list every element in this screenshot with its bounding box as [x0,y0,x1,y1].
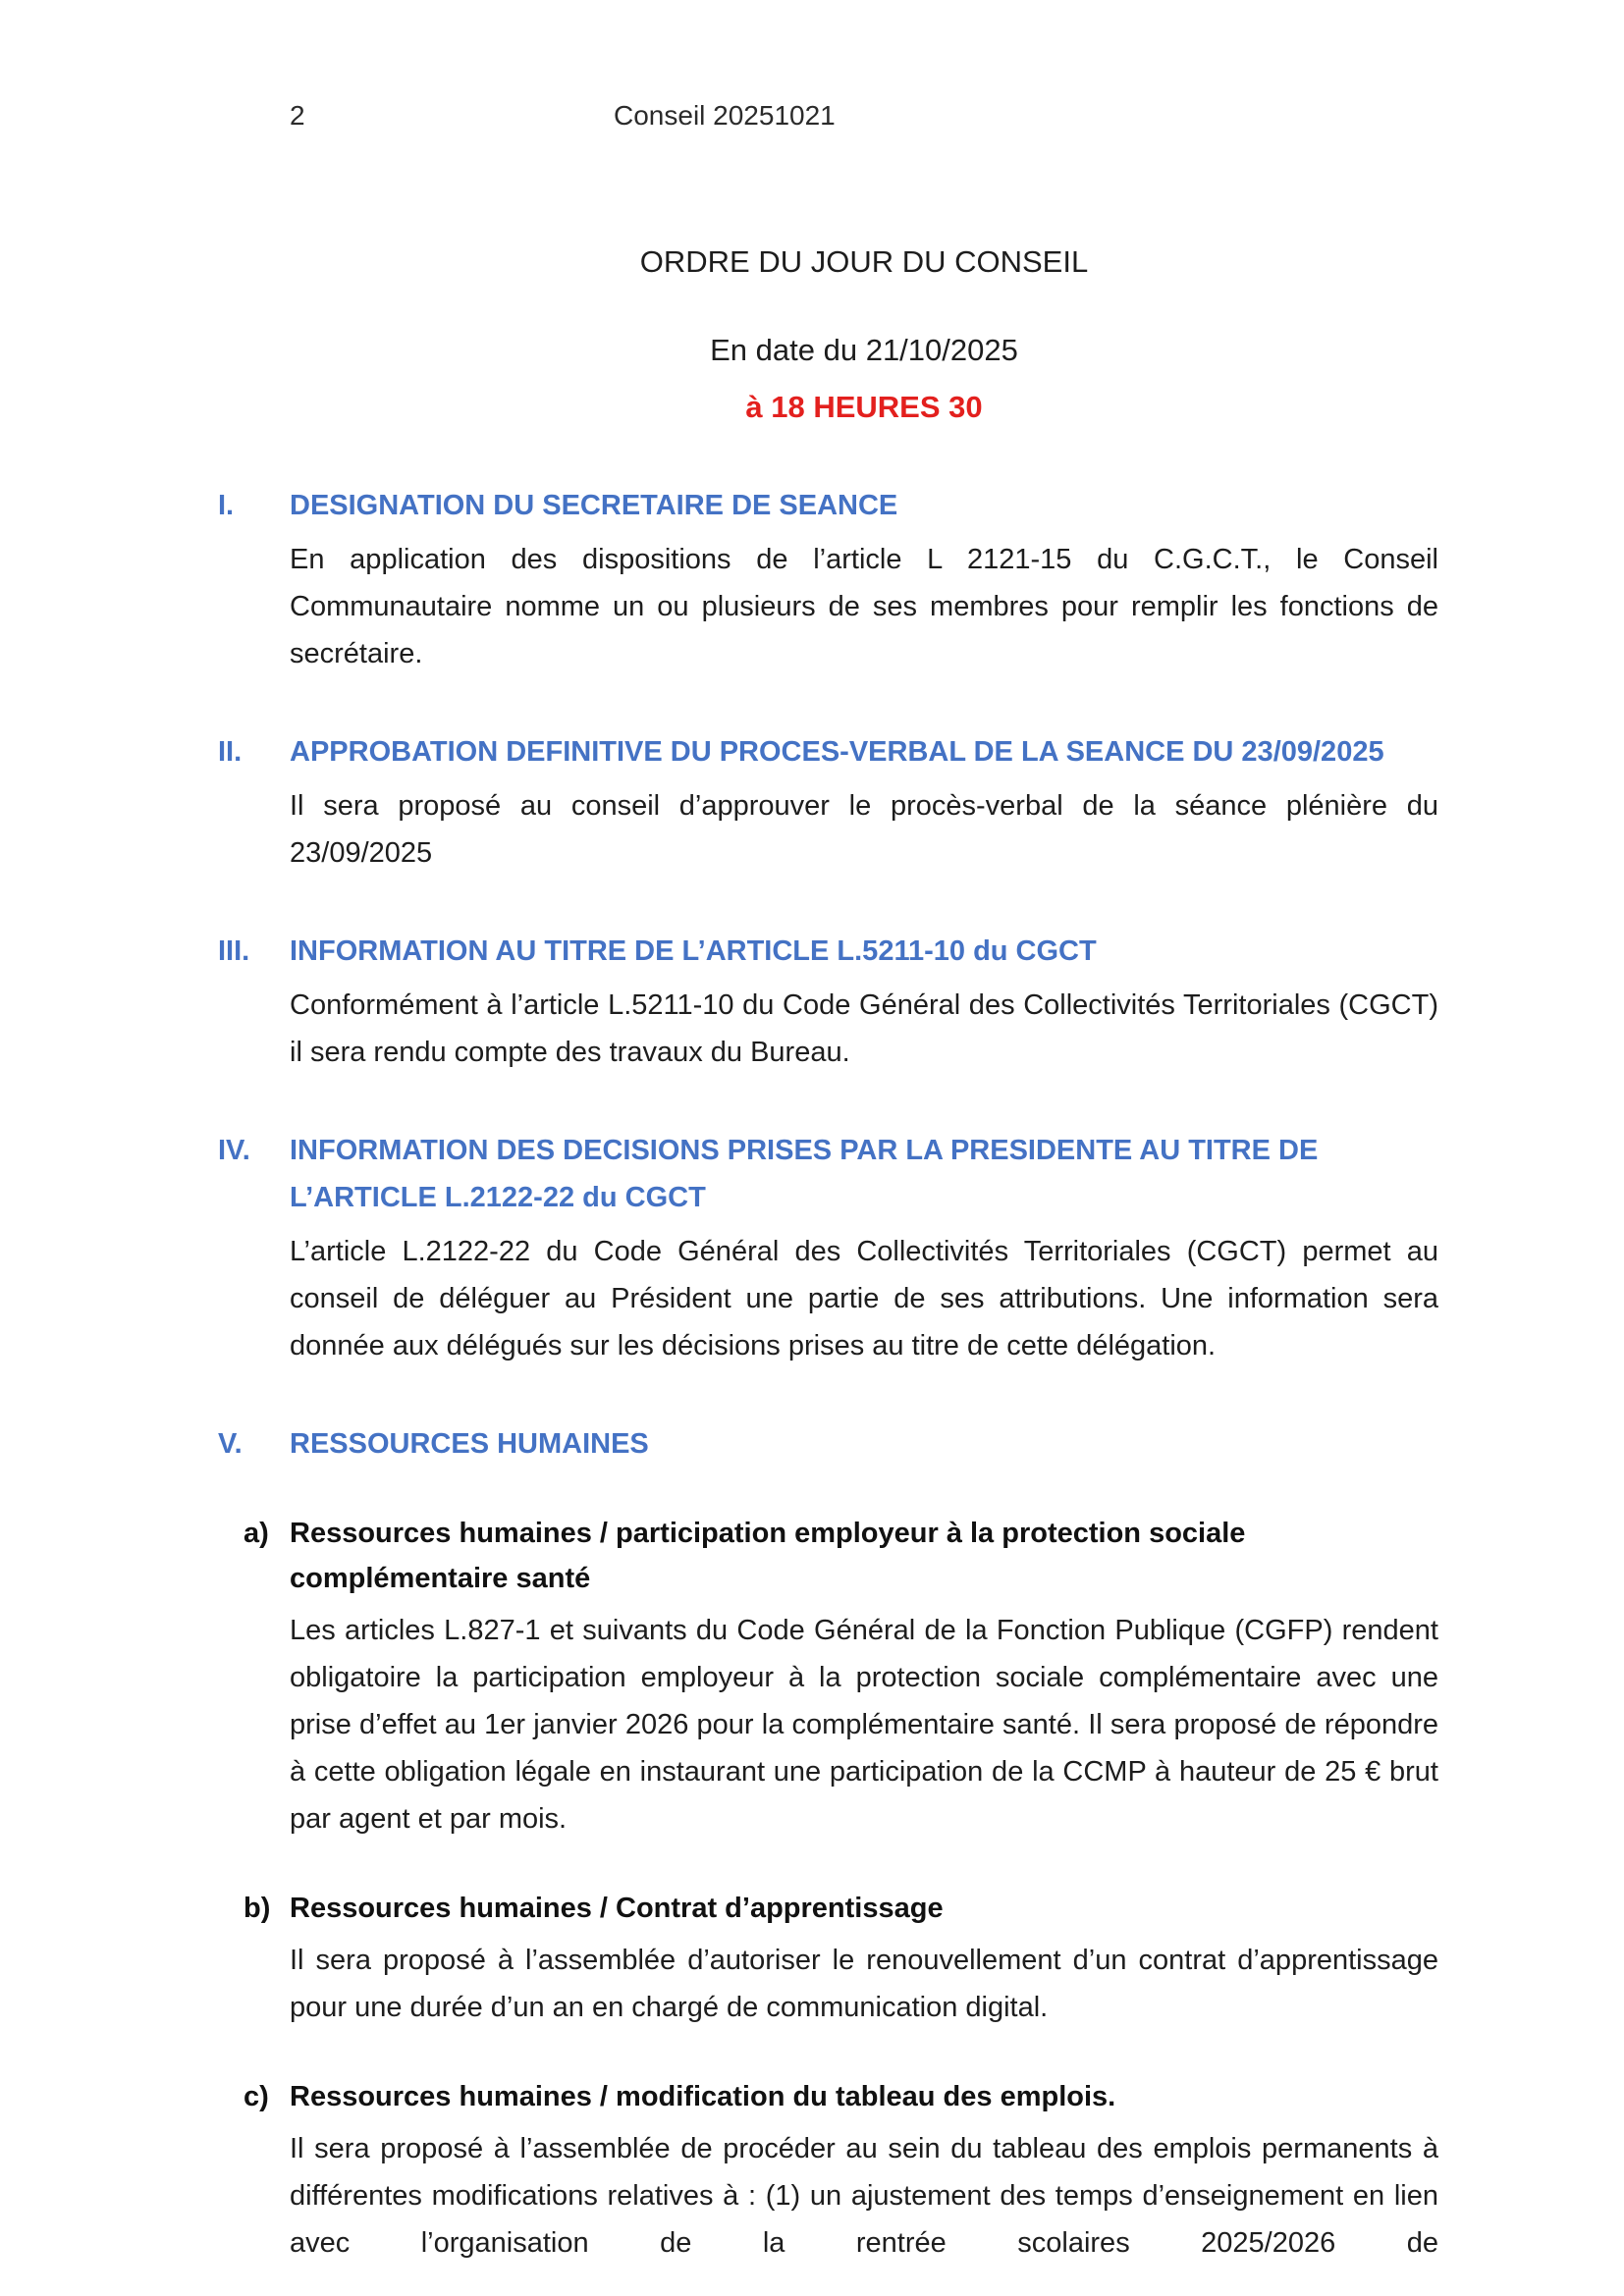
section-numeral: III. [218,935,250,967]
subsection-heading: Ressources humaines / modification du tableau des emplois. [290,2081,1116,2112]
section-heading: INFORMATION DES DECISIONS PRISES PAR LA PRESIDENTE AU TITRE DE L’ARTICLE L.2122-22 du CGCT [290,1135,1319,1213]
section-heading: RESSOURCES HUMAINES [290,1428,649,1460]
subsection-label: a) [244,1518,269,1549]
section-heading: DESIGNATION DU SECRETAIRE DE SEANCE [290,490,898,521]
subsection-label: b) [244,1893,271,1924]
date-line: En date du 21/10/2025 [710,333,1018,367]
subsection-protection-sociale [244,1511,1438,1842]
subsection-tableau-emplois [244,2074,1438,2267]
section-information-decisions [218,1127,1438,1369]
section-body: En application des dispositions de l’article L 2121-15 du C.G.C.T., le Conseil Communautaire nomme un ou plusieurs de ses membres pour remplir les fonctions de secrétaire. [290,544,1438,669]
section-body: Conformément à l’article L.5211-10 du Code Général des Collectivités Territoriales (CGCT) il sera rendu compte des travaux du Bureau. [290,989,1438,1068]
subsection-contrat-apprentissage [244,1886,1438,2031]
subsection-heading: Ressources humaines / Contrat d’apprentissage [290,1893,944,1924]
subsection-label: c) [244,2081,269,2112]
section-heading: APPROBATION DEFINITIVE DU PROCES-VERBAL DE LA SEANCE DU 23/09/2025 [290,736,1384,768]
section-body: Il sera proposé au conseil d’approuver le procès-verbal de la séance plénière du 23/09/2025 [290,790,1438,869]
section-body: L’article L.2122-22 du Code Général des Collectivités Territoriales (CGCT) permet au conseil de déléguer au Président une partie de ses attributions. Une information sera donnée aux délégués sur les décisions prises au titre de cette délégation. [290,1236,1438,1362]
section-designation-secretaire [218,482,1438,677]
time-line: à 18 HEURES 30 [745,390,983,424]
section-heading: INFORMATION AU TITRE DE L’ARTICLE L.5211-10 du CGCT [290,935,1097,967]
section-numeral: V. [218,1428,243,1460]
section-numeral: II. [218,736,243,768]
section-ressources-humaines [218,1420,1438,1468]
subsection-body: Les articles L.827-1 et suivants du Code Général de la Fonction Publique (CGFP) rendent obligatoire la participation employeur à la protection sociale complémentaire avec une prise d’effet au 1er janvier 2026 pour la complémentaire santé. Il sera proposé de répondre à cette obligation légale en instaurant une participation de la CCMP à hauteur de 25 € brut par agent et par mois. [290,1615,1438,1835]
section-information-l5211 [218,928,1438,1076]
section-numeral: IV. [218,1135,250,1166]
subsection-body: Il sera proposé à l’assemblée de procéder au sein du tableau des emplois permanents à différentes modifications relatives à : (1) un ajustement des temps d’enseignement en lien avec l’organisation de la rentrée scolaires 2025/2026 de [290,2133,1438,2259]
section-approbation-pv [218,728,1438,877]
subsection-body: Il sera proposé à l’assemblée d’autoriser le renouvellement d’un contrat d’apprentissage pour une durée d’un an en chargé de communication digital. [290,1945,1438,2023]
subsection-heading: Ressources humaines / participation employeur à la protection sociale complémentaire santé [290,1518,1246,1594]
document-body [218,0,1438,2267]
subsection-group [244,1511,1438,2267]
header-title: Conseil 20251021 [614,100,836,131]
document-title: ORDRE DU JOUR DU CONSEIL [639,244,1089,279]
page-number: 2 [290,100,305,131]
section-numeral: I. [218,490,235,521]
